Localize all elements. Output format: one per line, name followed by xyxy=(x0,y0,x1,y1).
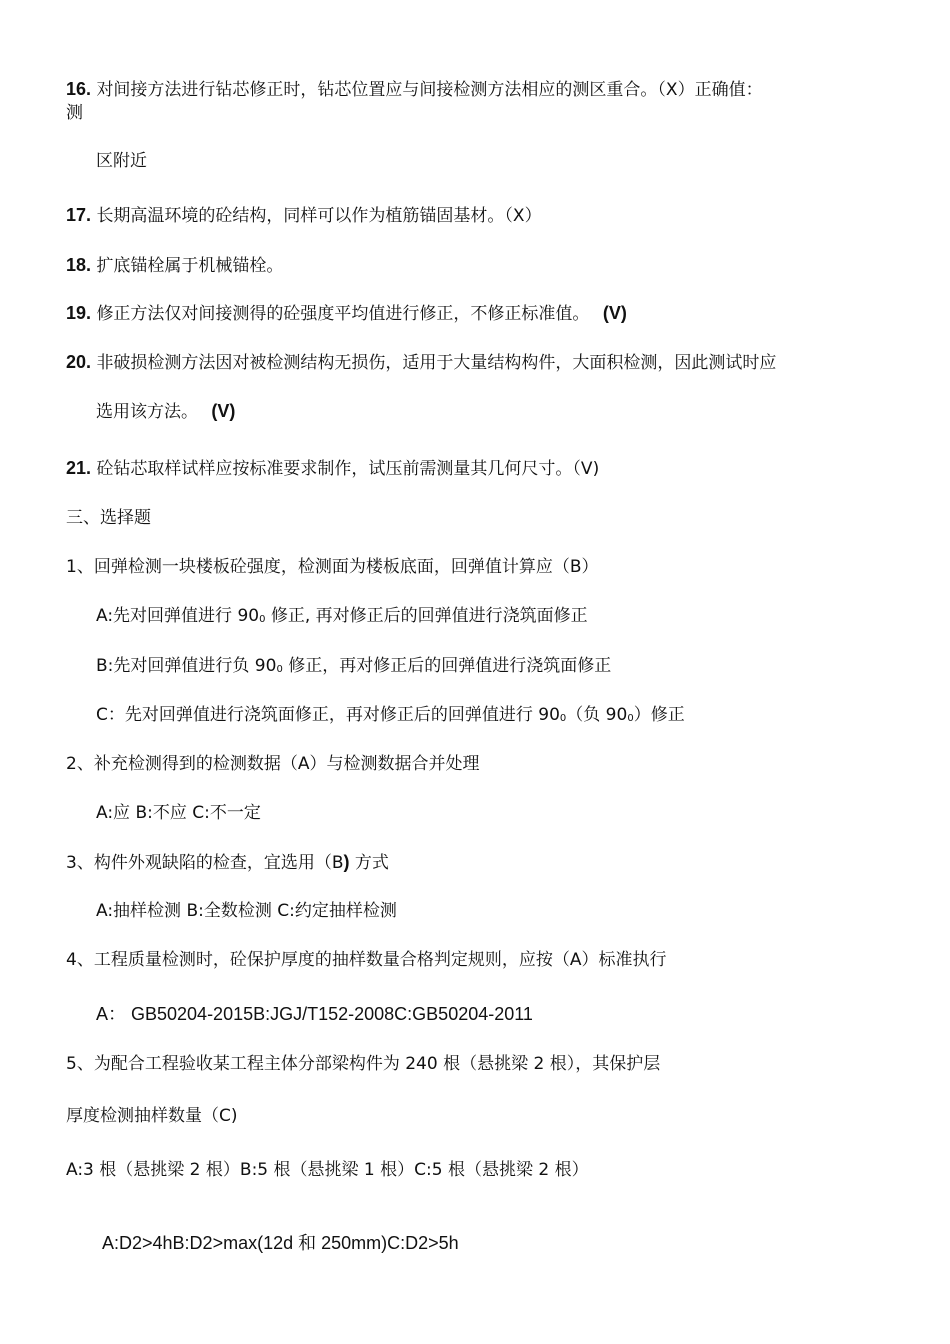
choice-5-stem-continuation xyxy=(66,1105,238,1127)
option-text: ）修正 xyxy=(633,705,685,725)
question-stem-paren: ) xyxy=(343,852,350,872)
question-21 xyxy=(66,457,599,480)
option-subscript: 0 xyxy=(259,614,266,625)
choice-5-options xyxy=(66,1159,589,1181)
choice-3-options xyxy=(96,900,397,922)
question-stem: 厚度检测抽样数量（C) xyxy=(66,1106,238,1126)
question-16 xyxy=(66,78,763,101)
question-19 xyxy=(66,302,627,325)
question-text: 修正方法仅对间接测得的砼强度平均值进行修正，不修正标准值。 xyxy=(96,304,590,324)
question-stem: 5、为配合工程验收某工程主体分部梁构件为 240 根（悬挑梁 2 根），其保护层 xyxy=(66,1054,661,1074)
continuation-text: 区附近 xyxy=(96,151,147,171)
question-17 xyxy=(66,204,542,227)
option-subscript: 0 xyxy=(276,664,283,675)
question-20 xyxy=(66,351,776,374)
question-text: 非破损检测方法因对被检测结构无损伤，适用于大量结构构件，大面积检测，因此测试时应 xyxy=(96,353,777,373)
question-number: 18. xyxy=(66,255,92,275)
choice-4-options xyxy=(96,1003,533,1026)
question-number: 20. xyxy=(66,352,92,372)
option-text: A:先对回弹值进行 90 xyxy=(96,606,260,626)
options-text: A:D2>4hB:D2>max(12d 和 250mm)C:D2>5h xyxy=(102,1233,459,1253)
choice-question-5 xyxy=(66,1053,660,1075)
question-number: 19. xyxy=(66,303,92,323)
choice-1-option-a xyxy=(96,605,588,631)
question-number: 17. xyxy=(66,205,92,225)
question-text: 长期高温环境的砼结构，同样可以作为植筋锚固基材。（X） xyxy=(96,206,542,226)
option-subscript: 0 xyxy=(627,713,634,724)
answer-mark: (V) xyxy=(602,303,627,323)
question-text: 砼钻芯取样试样应按标准要求制作，试压前需测量其几何尺寸。（V) xyxy=(96,459,600,479)
question-text: 扩底锚栓属于机械锚栓。 xyxy=(96,256,284,276)
choice-6-options xyxy=(102,1232,459,1255)
question-number: 16. xyxy=(66,79,92,99)
question-number: 21. xyxy=(66,458,92,478)
question-stem: 方式 xyxy=(349,853,389,873)
option-text: 修正, 再对修正后的回弹值进行浇筑面修正 xyxy=(265,606,588,626)
question-stem: 3、构件外观缺陷的检查，宜选用（B xyxy=(66,853,344,873)
option-subscript: 0 xyxy=(559,713,567,724)
options-text: A： GB50204-2015B:JGJ/T152-2008C:GB50204-2011 xyxy=(96,1004,533,1024)
choice-question-1 xyxy=(66,556,598,578)
choice-1-option-b xyxy=(96,655,611,681)
question-stem: 2、补充检测得到的检测数据（A）与检测数据合并处理 xyxy=(66,754,480,774)
choice-2-options xyxy=(96,802,261,824)
section-title xyxy=(66,507,151,529)
options-text: A:应 B:不应 C:不一定 xyxy=(96,803,261,823)
choice-question-4 xyxy=(66,949,666,971)
options-text: A:抽样检测 B:全数检测 C:约定抽样检测 xyxy=(96,901,397,921)
question-stem: 1、回弹检测一块楼板砼强度，检测面为楼板底面，回弹值计算应（B） xyxy=(66,557,599,577)
choice-question-2 xyxy=(66,753,479,775)
question-16-continuation-2 xyxy=(96,150,147,172)
choice-1-option-c xyxy=(96,704,685,730)
option-text: C：先对回弹值进行浇筑面修正，再对修正后的回弹值进行 90 xyxy=(96,705,560,725)
question-stem: 4、工程质量检测时，砼保护厚度的抽样数量合格判定规则，应按（A）标准执行 xyxy=(66,950,667,970)
option-text: （负 90 xyxy=(566,705,628,725)
question-16-continuation-1 xyxy=(66,102,83,124)
continuation-text: 选用该方法。 xyxy=(96,402,198,422)
continuation-text: 测 xyxy=(66,103,83,123)
question-20-continuation xyxy=(96,400,235,423)
question-18 xyxy=(66,254,283,277)
choice-question-3 xyxy=(66,851,389,874)
option-text: 修正，再对修正后的回弹值进行浇筑面修正 xyxy=(282,656,612,676)
options-text: A:3 根（悬挑梁 2 根）B:5 根（悬挑梁 1 根）C:5 根（悬挑梁 2 根） xyxy=(66,1160,589,1180)
section-title-text: 三、选择题 xyxy=(66,508,151,528)
question-text: 对间接方法进行钻芯修正时，钻芯位置应与间接检测方法相应的测区重合。（X）正确值： xyxy=(96,80,763,100)
answer-mark: (V) xyxy=(211,401,236,421)
option-text: B:先对回弹值进行负 90 xyxy=(96,656,277,676)
